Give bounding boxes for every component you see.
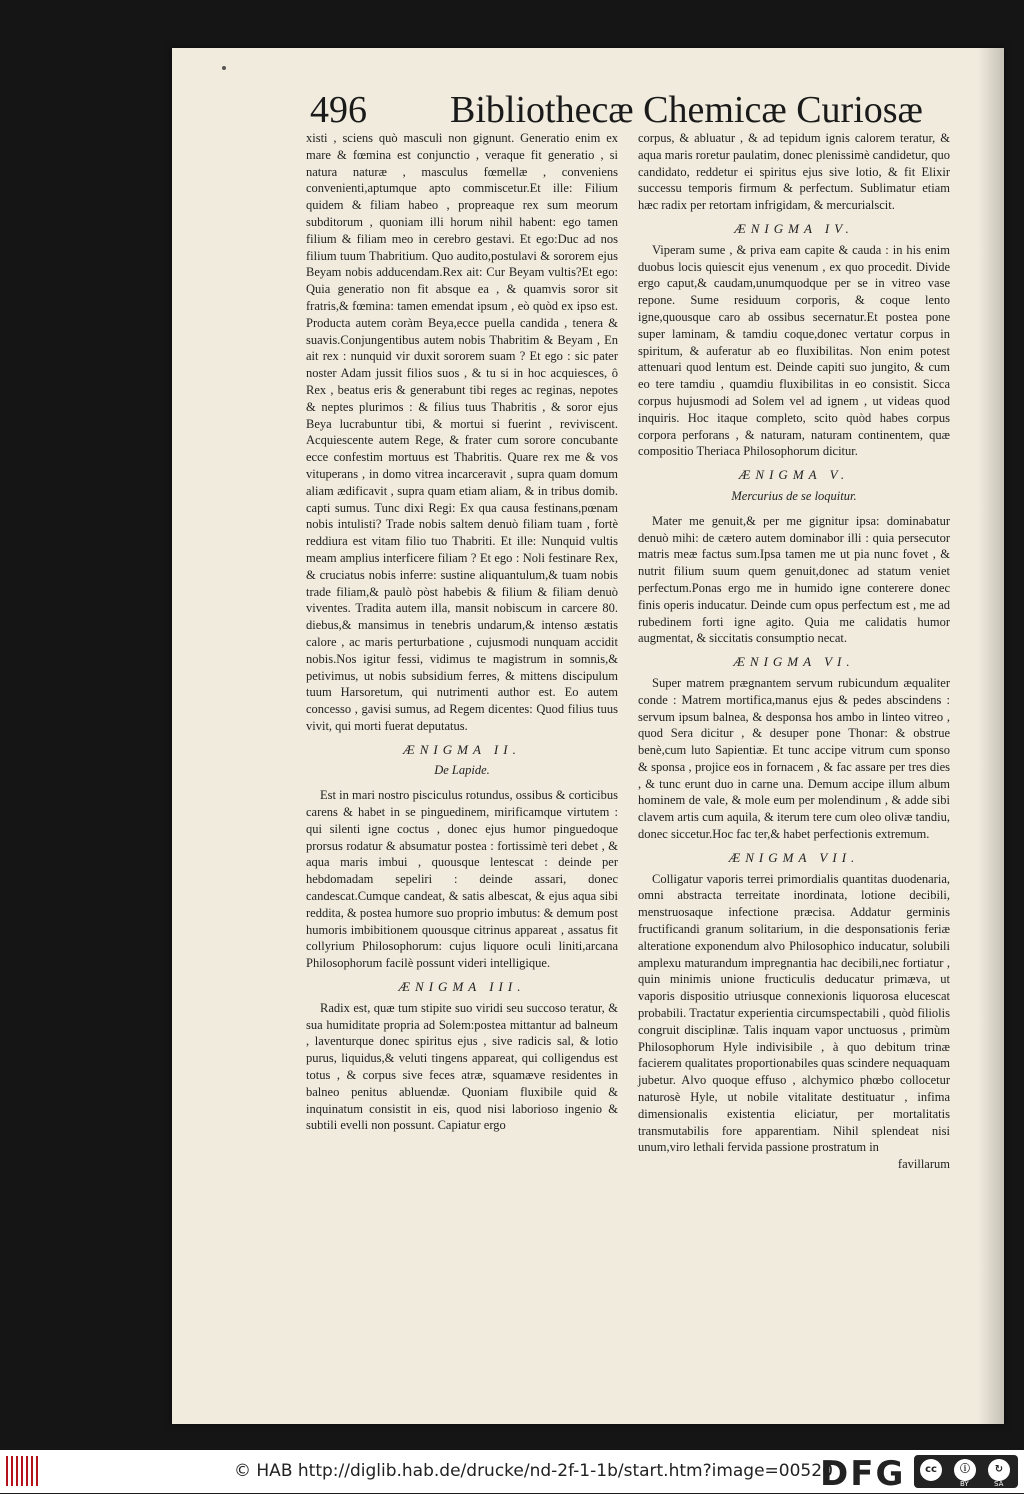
section-heading: ÆNIGMA III. [398,979,526,995]
running-title: Bibliothecæ Chemicæ Curiosæ [450,89,923,131]
sa-icon: ↻ [988,1459,1010,1481]
paragraph: Mater me genuit,& per me gignitur ipsa: dominabatur denuò mihi: de cætero autem dominabor illi : quia persecutor matris meæ factus sum.Ipsa tamen me ut pia nunc fovet , & nutrit filium suum quem genuit,donec ad statum veniet perfectum.Ponas ergo me in humido igne conterere donec finis operis inducatur. Deinde cum opus perfectum est , me ad rubedinem forti igne agito. Quia me calidatis humor augmentat, & siccitatis consumptio necat. [638,513,950,646]
section-heading: ÆNIGMA V. [738,467,850,483]
footer-url-link[interactable]: © HAB http://diglib.hab.de/drucke/nd-2f-1-1b/start.htm?image=00520 [234,1461,833,1481]
paragraph: Est in mari nostro pisciculus rotundus, ossibus & corticibus carens & habet in se pinguedinem, mirificamque virtutem : qui silenti igne coctus , donec ejus humor pinguedoque prorsus rodatur & absumatur postea : fortissimè teri debet , & aqua maris imbui , quousque lentescat : deinde per hebdomadam sepeliri : deinde assari, donec candescat.Cumque candeat, & satis albescat, & ejus aqua sibi reddita, & postea humore suo proprio imbutus: & demum post humoris imbibitionem quousque citrinus appareat , assatus fit collyrium Philosophorum: cujus liquore oculi liniti,arcana Philosophorum facilè possunt videri intelligique. [306,788,618,971]
section-subheading: Mercurius de se loquitur. [731,488,857,503]
section-heading: ÆNIGMA IV. [734,220,854,236]
page-number: 496 [310,89,367,131]
section-heading: ÆNIGMA VII. [728,849,860,865]
paragraph: Radix est, quæ tum stipite suo viridi seu succoso teratur, & sua humiditate propria ad Solem:postea mittantur ad balneum , laventurque donec spiritus ejus , sive radicis sal, & lotio purus, liquidus,& veluti tingens appareat, qui colligendus est totus , & corpus sive feces atræ, squamæve residentes in balneo penitus abluendæ. Quoniam fluxibile quid & inquinatum consistit in eis, quod nisi laborioso ingenio & subtili evelli non possunt. Capiatur ergo [306,1000,618,1133]
paragraph: Colligatur vaporis terrei primordialis quantitas duodenaria, omni abstracta terreitate inordinata, lotione decibili, menstruosaque infectione præcisa. Addatur germinis fructificandi granum solitarium, in die desponsationis feriæ alteratione exponendum alvo Philosophico inducatur, solubili amplexu maturandum impregnantia hac decibili,nec fortiatur , quin minimis unione fructiculis deducatur primæva, ut vaporis dispositio utriusque connexionis liquorosa elucescat probabili. Tractatur experientia circumspectabili , quòd filiolis congruit disciplinæ. Talis inquam vapor unctuosus , primùm Philosophorum Hyle indivisibile , à quo debitum trinæ facierem qualitates proportionabiles quas scindere nequaquam jubetur. Alvo quoque effuso , alchymico phœbo collocetur naturosè Hyle, ut nobile vitalitate destituatur , infima dimensionalis existentia eliciatur, per mortalitatis transmutabilis fore apparentiam. Nihil splendeat nisi unum,viro lethali fervida passione prostratum in [638,871,950,1155]
paragraph: Super matrem prægnantem servum rubicundum æqualiter conde : Matrem mortifica,manus ejus & pedes abscindens : servum ipsum balnea, & desponsa hos ambo in linteo vitreo , quod Sera dicitur , & desuper pone Thonar: & obstrue benè,cum luto Sapientiæ. Et tunc accipe vitrum cum sponso & sponsa , projice eos in fornacem , & fac assare per tres dies , & tunc erunt duo in carne una. Demum accipe illum album hominem de vale, & mole eum per molendinum , & adde sibi clavem artis cum aquila, & iterum tere cum oleo olivæ tandiu, donec siccetur.Hoc fac ter,& habet perfectionis extremum. [638,675,950,842]
cc-sa-label: SA [994,1480,1004,1488]
book-page [172,48,1004,1424]
footer-bar [0,1450,1024,1493]
left-column [306,130,618,1134]
paragraph: corpus, & abluatur , & ad tepidum ignis calorem teratur, & aqua maris roretur paulatim, donec plenissimè candidetur, quo candidato, reddetur ei spiritus ejus sive lotio, & fit Elixir successu temporis firmum & perfectum. Sublimatur etiam hæc radix per retortam infrigidam, & mercurialscit. [638,131,950,213]
right-column [638,130,950,1173]
hab-barcode-icon [6,1456,38,1486]
ink-dot [222,66,226,70]
cc-license-badge[interactable] [914,1455,1018,1488]
by-icon: ⓘ [954,1459,976,1481]
catchword: favillarum [897,1157,950,1172]
section-heading: ÆNIGMA VI. [733,654,855,670]
section-subheading: De Lapide. [434,763,490,778]
cc-by-label: BY [960,1480,969,1488]
dfg-logo: DFG [820,1454,906,1494]
section-heading: ÆNIGMA II. [403,741,521,757]
cc-icon: cc [920,1459,942,1481]
paragraph: xisti , sciens quò masculi non gignunt. Generatio enim ex mare & fœmina est conjunctio , veraque fit generatio , si natura naturæ , masculus fœmellæ , conveniens convenienti,aptumque apto commiscetur.Et ille: Filium quidem & filiam habeo , propreaque rex sum meorum subditorum , quoniam illi horum nihil habent: ego tamen filium & filiam meo in cerebro gestavi. Et ego:Duc ad nos filium tuum Thabritium. Quo audito,postulavi & sororem ejus Beyam nobis adducendam.Rex ait: Cur Beyam vultis?Et ego: Quia generatio non fit absque ea , & quamvis soror sit fratris,& fœmina: tamen emendat ipsum , eò quòd ex ipso est. Producta autem coràm Beya,ecce puella candida , tenera & suavis.Conjungentibus autem nobis Thabritim & Beyam , En ait rex : nunquid vir duxit sororem suam ? Et ego : sic pater noster Adam jussit filios suos , & tu si in hoc acquiesces, ô Rex , beatus eris & generabunt tibi reges ac reginas, nepotes & neptes plurimos : & filius tuus Thabritis , & soror ejus Beya lucrabuntur tibi, & mortui si fuerint , reviviscent. Acquiescente autem Rege, & frater cum sorore concubante ecce confestim mortuus est Thabritis. Quare rex me & vos vituperans , in domo vitrea incarceravit , supra quam domum aliam ædificavit , supra quam etiam aliam, & in tribus domib. capti sumus. Tunc dixi Regi: Ex qua causa festinans,pœnam nobis intulisti? Trade nobis saltem denuò filiam tuam , fortè reddiura est vitam filio tuo Thabriti. Et ille: Nunquid vultis meam amplius interficere filiam ? Et ego : Noli festinare Rex, & cruciatus nobis inferre: sustine aliquantulum,& tuam nobis trade filiam,& paulò pòst habebis & filium & filiam denuò viventes. Tradita autem illa, mansit nobiscum in carcere 80. diebus,& mansimus in tenebris undarum,& intenso æstatis calore , ac maris perturbatione , cujusmodi nunquam accidit nobis.Nos igitur fessi, vidimus te magistrum in somnis,& petivimus, ut nobis subsidium ferres, & mittens discipulum tuum Harsoretum, qui nutrimenti author est. Eo autem concesso , gavisi sumus, ad Regem dicentes: Quod filius tuus vivit, qui morti fuerat deputatus. [306,131,618,733]
paragraph: Viperam sume , & priva eam capite & cauda : in his enim duobus locis quiescit ejus venenum , ex quo procedit. Divide ergo caput,& caudam,unumquodque per se in vitreo vase repone. Sume residuum corporis, & coque lento igne,quousque caro ab ossibus secernatur.Et postea pone super laminam, & tamdiu coque,donec vertatur corpus in spiritum, & auferatur ab eo fluxibilitas. Non enim potest attenuari quod lentum est. Deinde capiti suo jungito, & cum eo tere tamdiu , quamdiu fluxibilitas in eo consistit. Sicca corpus hujusmodi ad Solem vel ad ignem , ut videas quod inquiris. Hoc itaque completo, scito quòd habes corpus corpora perforans , & naturam, naturam continentem, quæ compositio Theriaca Philosophorum dicitur. [638,242,950,459]
